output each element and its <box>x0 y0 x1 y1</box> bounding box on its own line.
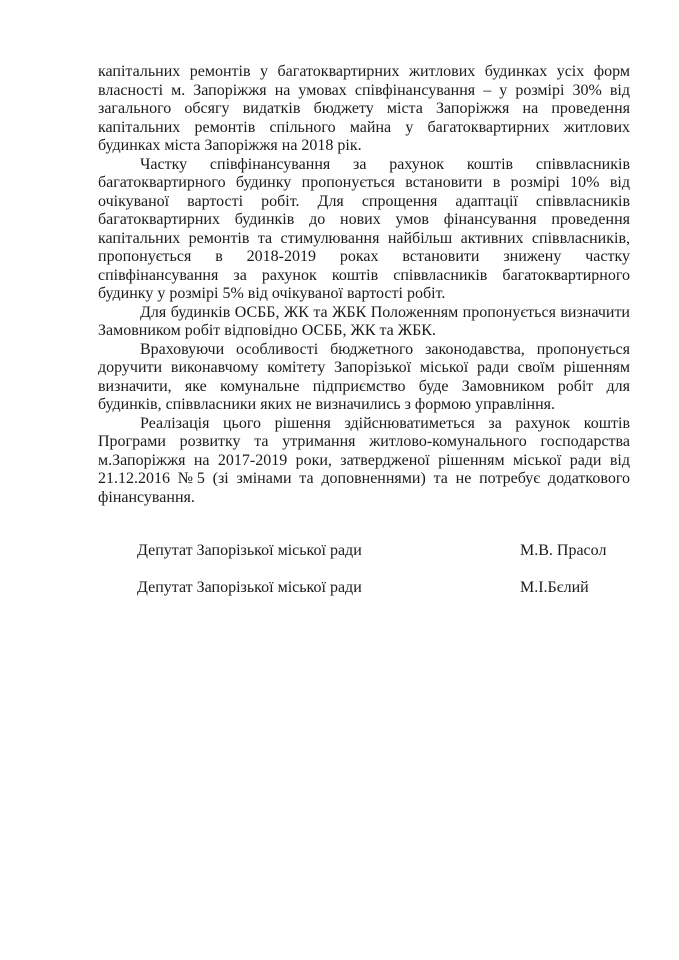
signature-row <box>137 579 597 598</box>
paragraph-budget-legislation: Враховуючи особливості бюджетного законодавства, пропонується доручити виконавчому комітету Запорізької міської ради своїм рішенням визначити, яке комунальне підприємство буде Замовником робіт для будинків, співвласники яких не визначились з формою управління. <box>98 340 630 413</box>
paragraph-coowner-share: Частку співфінансування за рахунок коштів співвласників багатоквартирного будинку пропонується встановити в розмірі 10% від очікуваної вартості робіт. Для спрощення адаптації співвласників багатоквартирних будинків до нових умов фінансування проведення капітальних ремонтів та стимулювання найбільш активних співвласників, пропонується в 2018-2019 роках встановити знижену частку співфінансування за рахунок коштів співвласників багатоквартирного будинку у розмірі 5% від очікуваної вартості робіт. <box>98 155 630 302</box>
paragraph-osbb-customer: Для будинків ОСББ, ЖК та ЖБК Положенням пропонується визначити Замовником робіт відповідно ОСББ, ЖК та ЖБК. <box>98 303 630 339</box>
paragraph-capital-repairs-cofinancing: капітальних ремонтів у багатоквартирних житлових будинках усіх форм власності м. Запоріжжя на умовах співфінансування – у розмірі 30% від загального обсягу видатків бюджету міста Запоріжжя на проведення капітальних ремонтів спільного майна у багатоквартирних житлових будинках міста Запоріжжя на 2018 рік. <box>98 63 630 154</box>
paragraph-implementation-funding: Реалізація цього рішення здійснюватиметься за рахунок коштів Програми розвитку та утримання житлово-комунального господарства м.Запоріжжя на 2017-2019 роки, затвердженої рішенням міської ради від 21.12.2016 №5 (зі змінами та доповненнями) та не потребує додаткового фінансування. <box>98 414 630 506</box>
signature-title: Депутат Запорізької міської ради <box>137 542 362 559</box>
signature-name: М.І.Бєлий <box>520 578 589 596</box>
signature-block <box>137 542 607 615</box>
signature-row <box>137 542 607 561</box>
document-body <box>98 63 630 507</box>
signature-title: Депутат Запорізької міської ради <box>137 578 362 596</box>
signature-name: М.В. Прасол <box>520 542 607 559</box>
